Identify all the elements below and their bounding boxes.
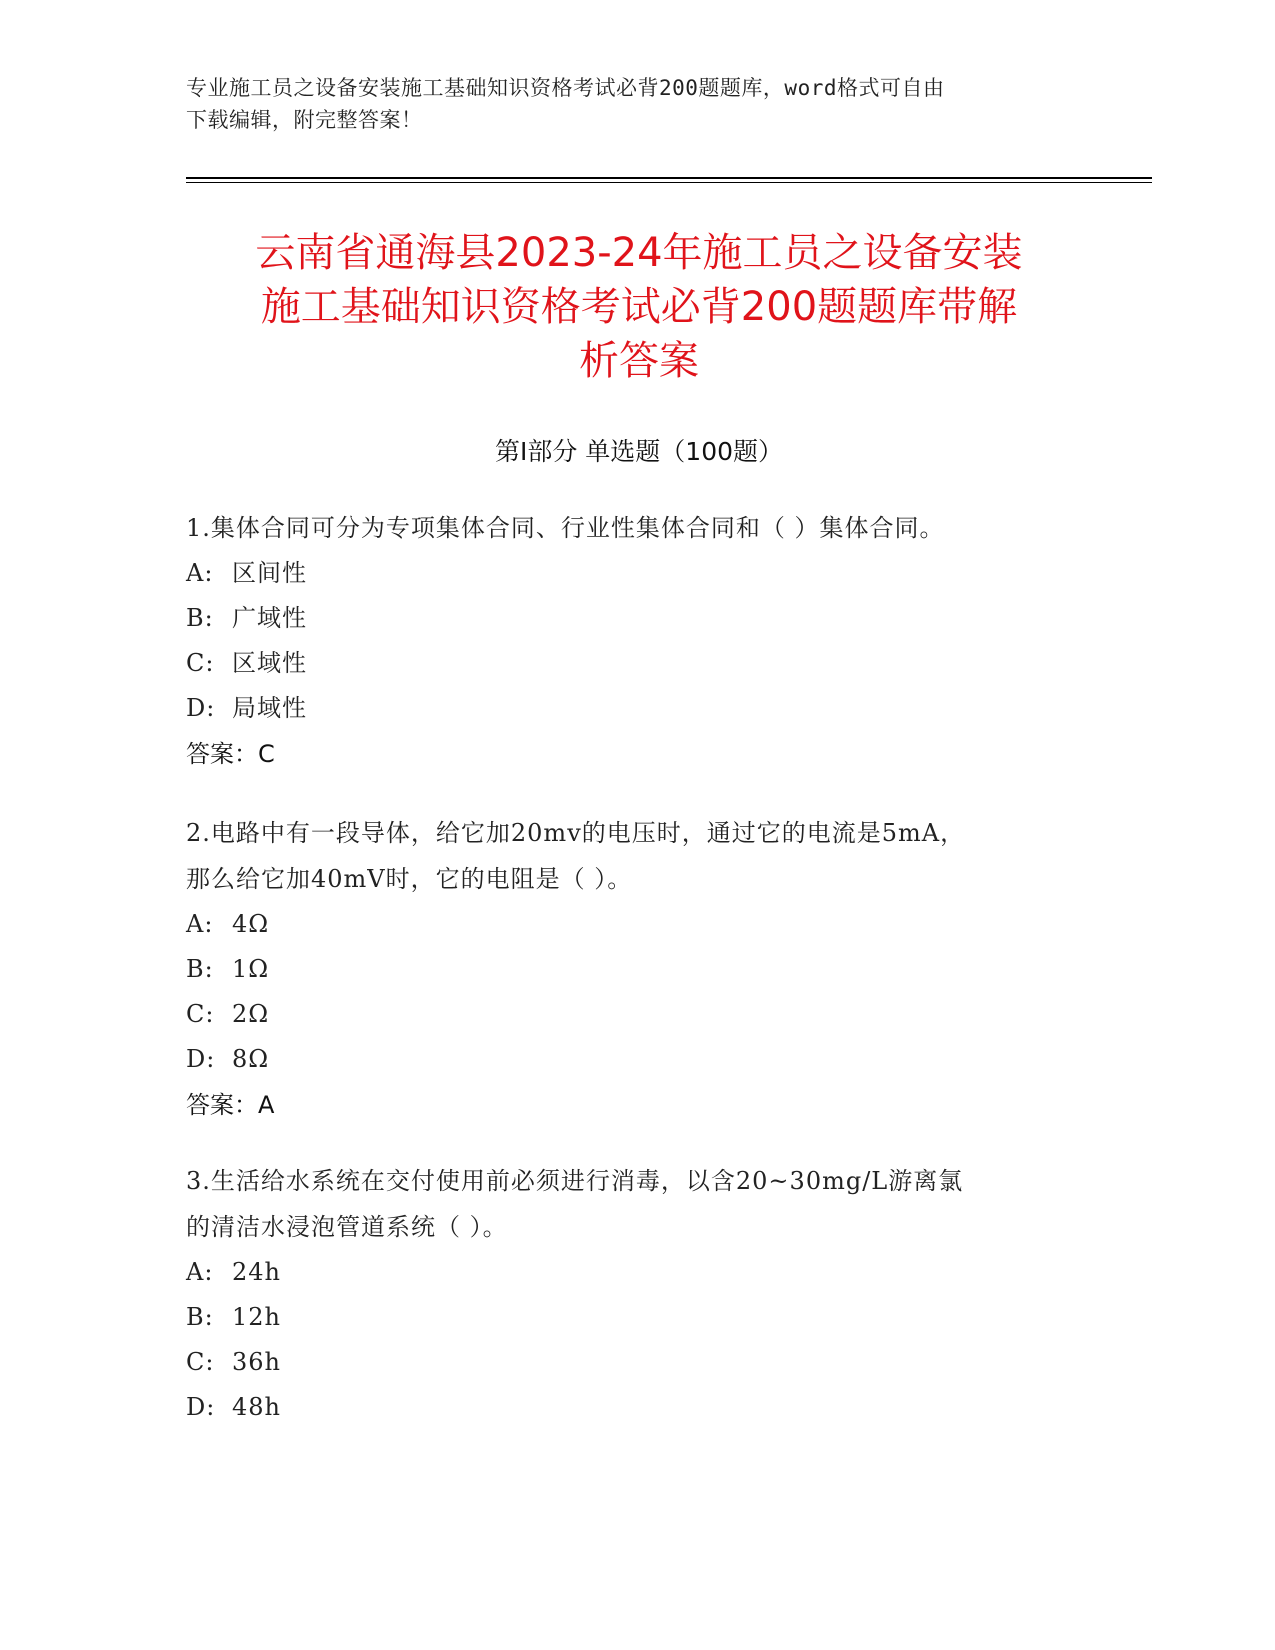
option-c xyxy=(186,1340,1086,1385)
option-c xyxy=(186,992,1086,1037)
question-stem: 1.集体合同可分为专项集体合同、行业性集体合同和（ ）集体合同。 xyxy=(186,514,945,542)
option-key: A: xyxy=(186,1258,214,1286)
option-text: 区间性 xyxy=(232,559,307,587)
option-c xyxy=(186,641,1086,686)
answer-line: 答案：A xyxy=(186,1091,275,1119)
question-1 xyxy=(186,505,1086,777)
option-text: 局域性 xyxy=(232,694,307,722)
option-key: C: xyxy=(186,649,215,677)
option-text: 1Ω xyxy=(232,955,270,983)
option-key: D: xyxy=(186,1393,216,1421)
option-d xyxy=(186,686,1086,731)
header-divider-thin xyxy=(186,182,1152,183)
header-divider-thick xyxy=(186,177,1152,179)
option-key: D: xyxy=(186,1045,216,1073)
document-title: 云南省通海县2023-24年施工员之设备安装 施工基础知识资格考试必背200题题库带解 析答案 xyxy=(255,230,1023,384)
option-key: B: xyxy=(186,604,214,632)
option-key: C: xyxy=(186,1000,215,1028)
option-key: B: xyxy=(186,955,214,983)
option-a xyxy=(186,551,1086,596)
option-key: A: xyxy=(186,559,214,587)
option-b xyxy=(186,1295,1086,1340)
option-text: 8Ω xyxy=(232,1045,270,1073)
option-key: D: xyxy=(186,694,216,722)
question-stem: 2.电路中有一段导体，给它加20mv的电压时，通过它的电流是5mA， 那么给它加40mV时，它的电阻是（ ）。 xyxy=(186,819,966,893)
option-text: 4Ω xyxy=(232,910,270,938)
option-key: B: xyxy=(186,1303,214,1331)
option-text: 区域性 xyxy=(232,649,307,677)
option-b xyxy=(186,596,1086,641)
option-text: 36h xyxy=(232,1348,281,1376)
question-stem: 3.生活给水系统在交付使用前必须进行消毒，以含20~30mg/L游离氯 的清洁水浸泡管道系统（ ）。 xyxy=(186,1167,964,1241)
question-3 xyxy=(186,1158,1086,1430)
answer-line: 答案：C xyxy=(186,740,275,768)
option-b xyxy=(186,947,1086,992)
option-text: 12h xyxy=(232,1303,281,1331)
option-a xyxy=(186,1250,1086,1295)
option-d xyxy=(186,1037,1086,1082)
option-text: 广域性 xyxy=(232,604,307,632)
option-d xyxy=(186,1385,1086,1430)
option-key: C: xyxy=(186,1348,215,1376)
header-note: 专业施工员之设备安装施工基础知识资格考试必背200题题库，word格式可自由 下载编辑，附完整答案！ xyxy=(186,76,945,132)
question-2 xyxy=(186,810,1086,1128)
option-a xyxy=(186,902,1086,947)
section-heading: 第Ⅰ部分 单选题（100题） xyxy=(494,437,784,466)
option-text: 48h xyxy=(232,1393,281,1421)
option-text: 2Ω xyxy=(232,1000,270,1028)
option-key: A: xyxy=(186,910,214,938)
option-text: 24h xyxy=(232,1258,281,1286)
